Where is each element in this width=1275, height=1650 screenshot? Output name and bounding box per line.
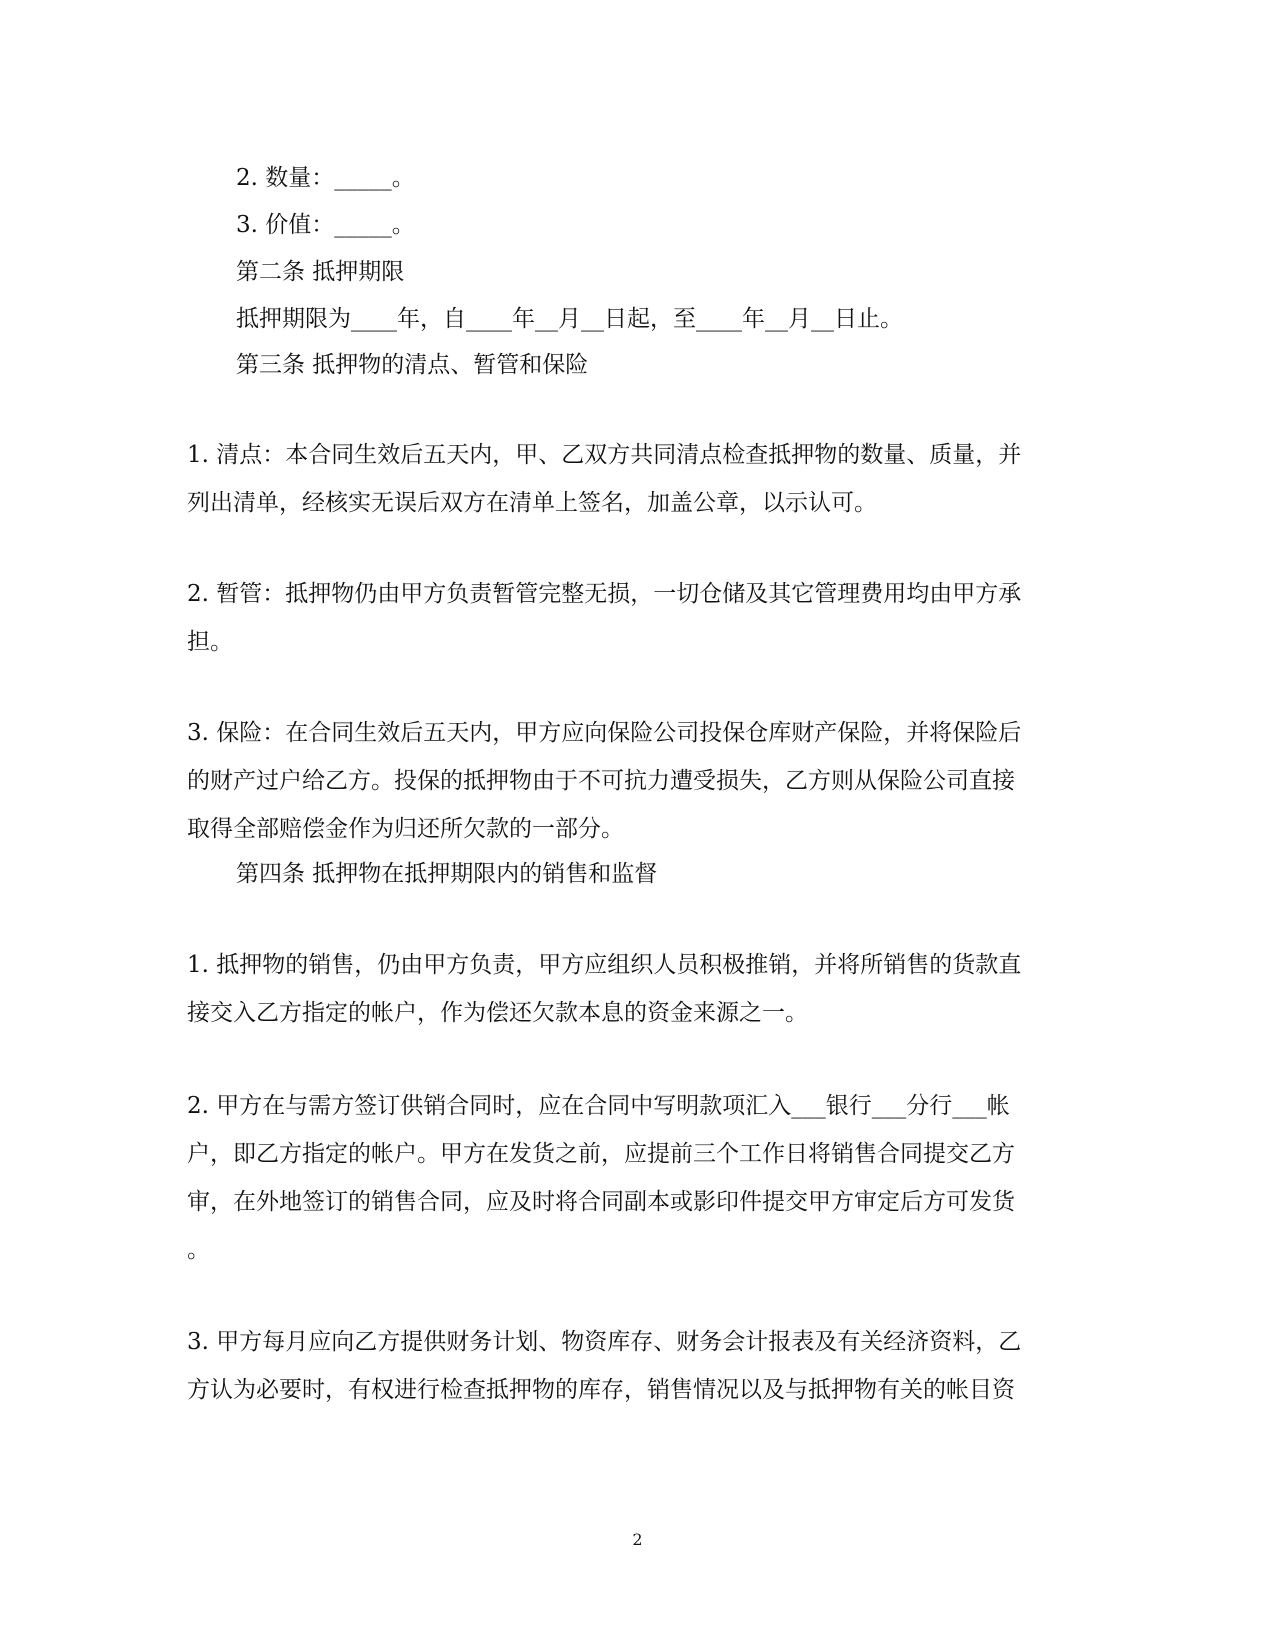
mortgage-period-text: 抵押期限为____年，自____年__月__日起，至____年__月__日止。 (236, 306, 903, 332)
text-line: 审，在外地签订的销售合同，应及时将合同副本或影印件提交甲方审定后方可发货 (187, 1189, 1015, 1215)
text-line: 接交入乙方指定的帐户，作为偿还欠款本息的资金来源之一。 (187, 1000, 808, 1026)
text-line: 担。 (187, 629, 233, 655)
text-line: 3. 保险：在合同生效后五天内，甲方应向保险公司投保仓库财产保险，并将保险后 (187, 720, 1022, 746)
article-4-heading: 第四条 抵押物在抵押期限内的销售和监督 (236, 861, 658, 887)
clause-insurance (187, 709, 1087, 853)
text-line: 2. 甲方在与需方签订供销合同时，应在合同中写明款项汇入___银行___分行___帐 (187, 1093, 1010, 1119)
text-line: 3. 甲方每月应向乙方提供财务计划、物资库存、财务会计报表及有关经济资料，乙 (187, 1329, 1022, 1355)
text-line: 2. 暂管：抵押物仍由甲方负责暂管完整无损，一切仓储及其它管理费用均由甲方承 (187, 581, 1022, 607)
text-line: 1. 抵押物的销售，仍由甲方负责，甲方应组织人员积极推销，并将所销售的货款直 (187, 952, 1022, 978)
clause-sales (187, 941, 1087, 1037)
text-line: 1. 清点：本合同生效后五天内，甲、乙双方共同清点检查抵押物的数量、质量，并 (187, 442, 1022, 468)
text-line: 。 (187, 1237, 210, 1263)
text-line: 的财产过户给乙方。投保的抵押物由于不可抗力遭受损失，乙方则从保险公司直接 (187, 768, 1015, 794)
text-line: 户，即乙方指定的帐户。甲方在发货之前，应提前三个工作日将销售合同提交乙方 (187, 1141, 1015, 1167)
item-quantity: 2. 数量：_____。 (236, 165, 415, 191)
clause-custody (187, 570, 1087, 666)
page-number: 2 (632, 1530, 643, 1549)
text-line: 取得全部赔偿金作为归还所欠款的一部分。 (187, 816, 624, 842)
item-value: 3. 价值：_____。 (236, 212, 415, 238)
text-line: 列出清单，经核实无误后双方在清单上签名，加盖公章，以示认可。 (187, 490, 877, 516)
article-3-heading: 第三条 抵押物的清点、暂管和保险 (236, 352, 589, 378)
text-line: 方认为必要时，有权进行检查抵押物的库存，销售情况以及与抵押物有关的帐目资 (187, 1377, 1015, 1403)
clause-inventory (187, 431, 1087, 527)
clause-financial-reports (187, 1318, 1087, 1414)
article-2-heading: 第二条 抵押期限 (236, 259, 405, 285)
clause-contract-accounts (187, 1082, 1087, 1274)
